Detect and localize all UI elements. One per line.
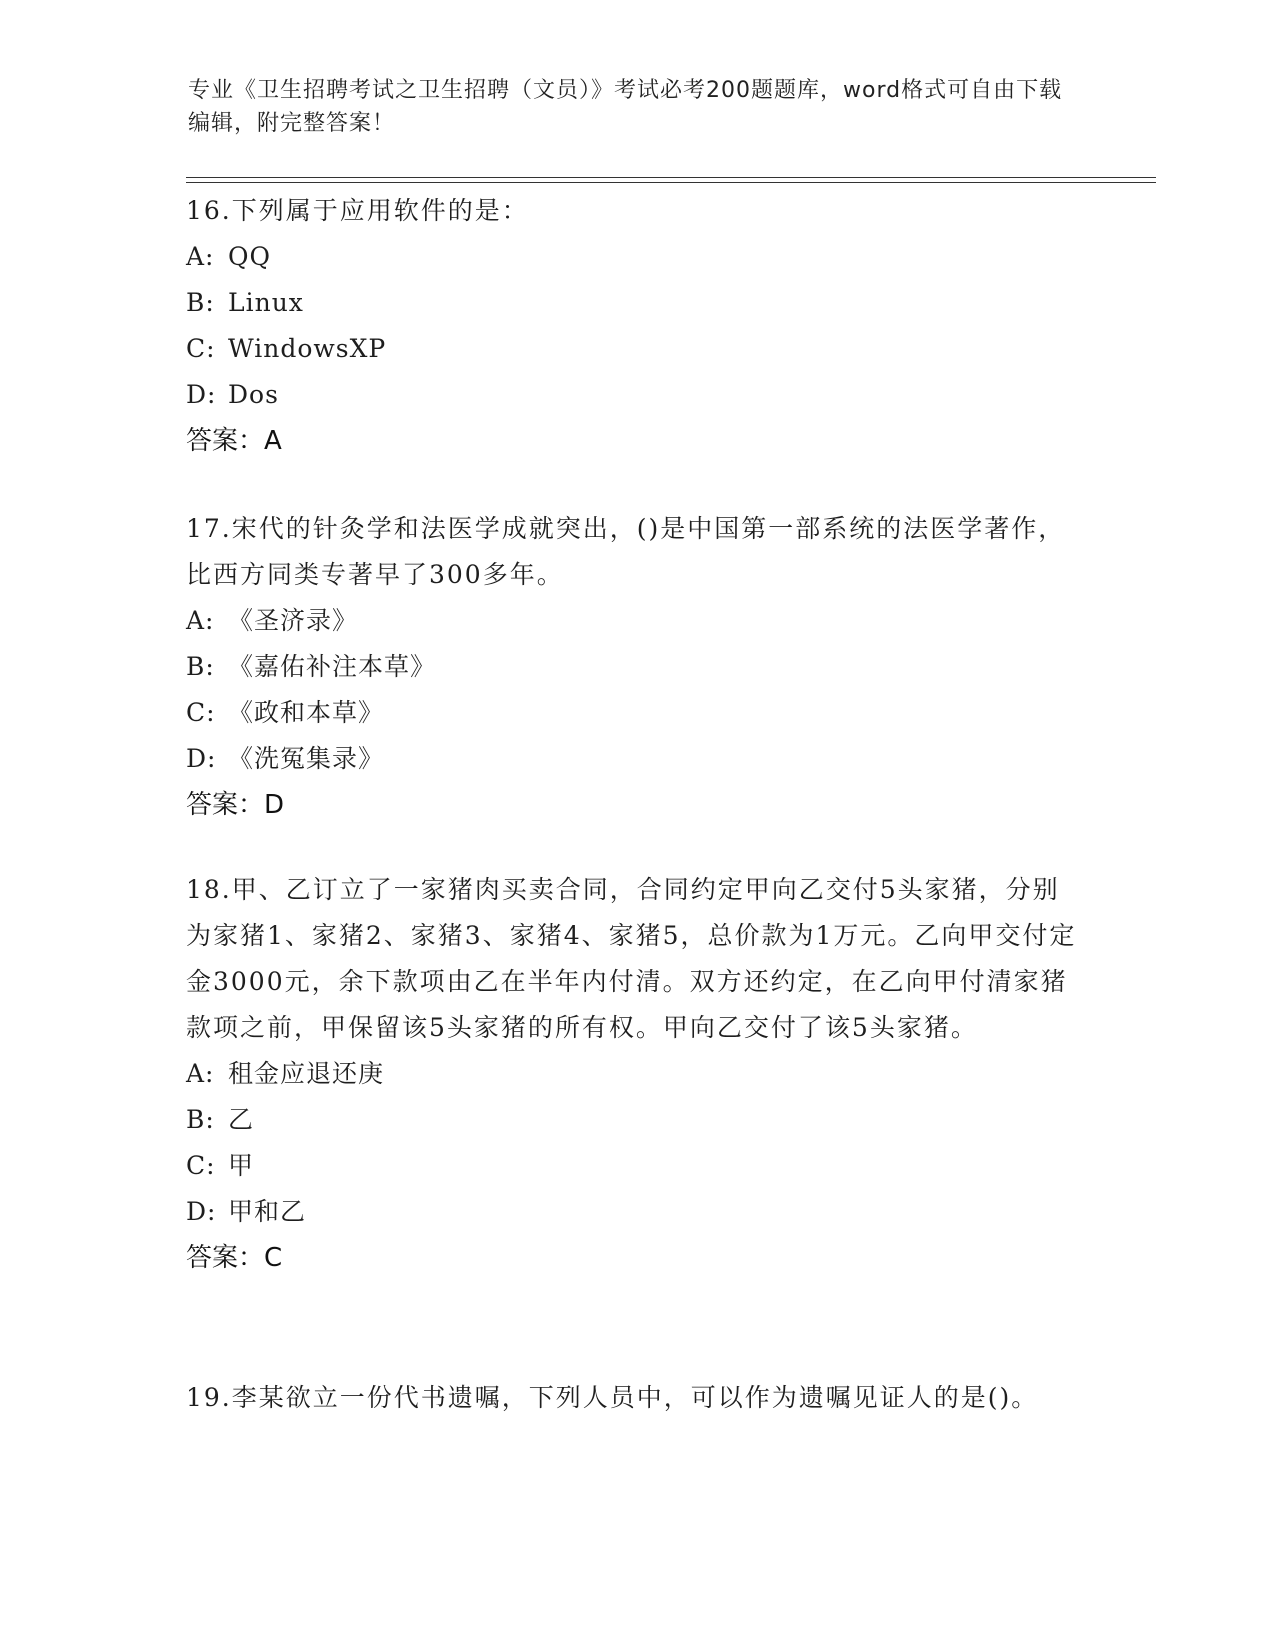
- question-stem: 18.甲、乙订立了一家猪肉买卖合同，合同约定甲向乙交付5头家猪，分别为家猪1、家猪2、家猪3、家猪4、家猪5，总价款为1万元。乙向甲交付定金3000元，余下款项由乙在半年内付清。双方还约定，在乙向甲付清家猪款项之前，甲保留该5头家猪的所有权。甲向乙交付了该5头家猪。: [186, 875, 1077, 1042]
- question-stem: 19.李某欲立一份代书遗嘱，下列人员中，可以作为遗嘱见证人的是()。: [186, 1383, 1039, 1412]
- option-label: B:: [186, 288, 215, 317]
- option-label: A:: [186, 242, 215, 271]
- option-a: [186, 234, 1086, 280]
- question-stem: 16.下列属于应用软件的是：: [186, 196, 529, 225]
- option-text: 甲: [228, 1151, 255, 1180]
- option-c: [186, 1143, 1086, 1189]
- option-text: 租金应退还庚: [228, 1059, 385, 1088]
- option-d: [186, 736, 1086, 782]
- option-d: [186, 1189, 1086, 1235]
- option-text: Dos: [228, 380, 279, 409]
- option-text: WindowsXP: [228, 334, 387, 363]
- option-text: 乙: [228, 1105, 255, 1134]
- option-label: D:: [186, 380, 217, 409]
- option-d: [186, 372, 1086, 418]
- option-label: B:: [186, 652, 215, 681]
- option-text: 《嘉佑补注本草》: [228, 652, 437, 681]
- option-c: [186, 326, 1086, 372]
- option-text: 甲和乙: [228, 1197, 307, 1226]
- answer-line: 答案：A: [186, 426, 282, 456]
- question-19: [186, 1375, 1086, 1421]
- option-text: Linux: [228, 288, 304, 317]
- option-label: B:: [186, 1105, 215, 1134]
- question-stem: 17.宋代的针灸学和法医学成就突出，()是中国第一部系统的法医学著作，比西方同类专著早了300多年。: [186, 514, 1066, 589]
- header-divider-bottom: [186, 182, 1156, 183]
- question-17: [186, 506, 1086, 828]
- answer-line: 答案：C: [186, 1243, 283, 1273]
- header-divider-top: [186, 177, 1156, 178]
- option-label: C:: [186, 698, 216, 727]
- option-text: QQ: [228, 242, 271, 271]
- question-16: [186, 188, 1086, 464]
- option-b: [186, 280, 1086, 326]
- question-18: [186, 867, 1086, 1281]
- option-text: 《洗冤集录》: [228, 744, 385, 773]
- option-a: [186, 598, 1086, 644]
- option-text: 《政和本草》: [228, 698, 385, 727]
- option-label: C:: [186, 334, 216, 363]
- option-label: C:: [186, 1151, 216, 1180]
- option-label: A:: [186, 606, 215, 635]
- option-label: D:: [186, 1197, 217, 1226]
- option-a: [186, 1051, 1086, 1097]
- document-header: 专业《卫生招聘考试之卫生招聘（文员）》考试必考200题题库，word格式可自由下载编辑，附完整答案！: [188, 78, 1063, 136]
- answer-line: 答案：D: [186, 790, 285, 820]
- option-c: [186, 690, 1086, 736]
- option-text: 《圣济录》: [228, 606, 359, 635]
- option-label: D:: [186, 744, 217, 773]
- option-b: [186, 1097, 1086, 1143]
- option-b: [186, 644, 1086, 690]
- option-label: A:: [186, 1059, 215, 1088]
